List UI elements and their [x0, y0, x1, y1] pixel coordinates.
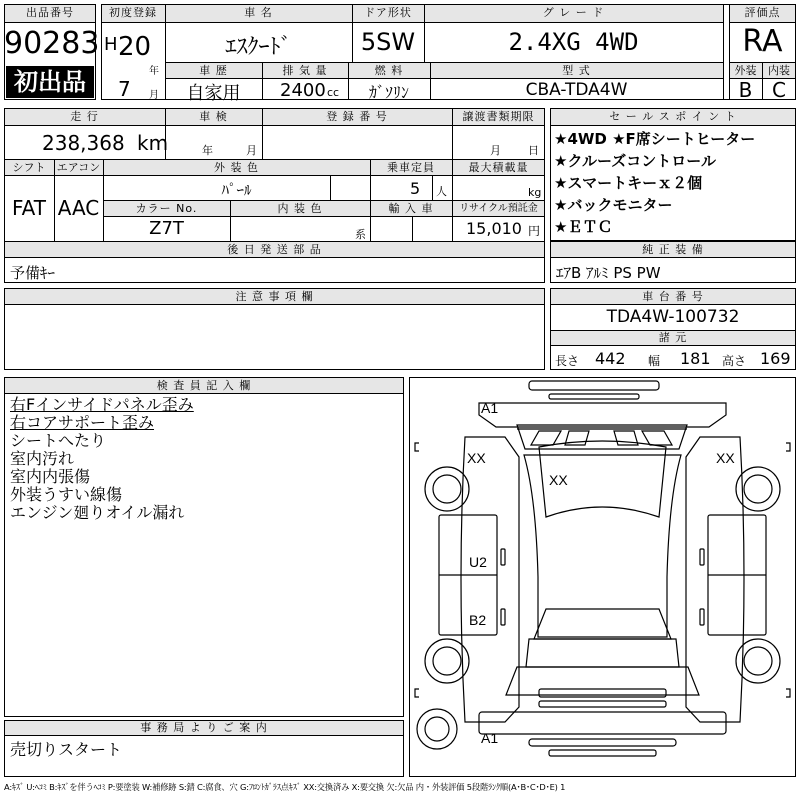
mark-xx-left: XX	[467, 450, 486, 466]
caution-label: 注 意 事 項 欄	[235, 290, 314, 303]
first-reg-year: 20	[118, 32, 152, 62]
exterior-color-label: 外 装 色	[214, 161, 259, 174]
score-label: 評価点	[744, 6, 781, 19]
sales-point: ★クルーズコントロール	[554, 152, 716, 170]
transfer-day-unit: 日	[528, 144, 539, 157]
inspector-note: 右コアサポート歪み	[10, 413, 155, 432]
inspector-note: シートへたり	[10, 431, 107, 450]
interior-label: 内装	[768, 64, 790, 77]
inspector-note: 外装うすい線傷	[10, 485, 123, 504]
first-listing-badge: 初出品	[6, 66, 94, 98]
registration-label: 登 録 番 号	[326, 110, 388, 123]
inspector-note: 右Fインサイドパネル歪み	[10, 395, 194, 414]
interior-color-label: 内 装 色	[277, 202, 323, 215]
office-label: 事 務 局 よ り ご 案 内	[140, 721, 268, 734]
mark-b2: B2	[469, 612, 487, 628]
inspector-notes	[10, 396, 400, 522]
displacement-unit: cc	[327, 86, 340, 99]
first-reg-month: 7	[118, 77, 131, 101]
width: 181	[680, 349, 711, 368]
sales-point: ★スマートキーｘ２個	[554, 174, 703, 192]
chassis-number: TDA4W-100732	[606, 307, 740, 327]
legend: A:ｷｽﾞ U:ﾍｺﾐ B:ｷｽﾞを伴うﾍｺﾐ P:要塗装 W:補修跡 S:錆 C:腐食、穴 G:ﾌﾛﾝﾄｶﾞﾗｽ点ｷｽﾞ XX:交換済み X:要交換 欠:欠品 内・外装評価 5段階ﾗﾝｸ順(A･B･C･D･E) 1	[4, 782, 566, 792]
year-unit: 年	[149, 66, 159, 77]
mark-u2: U2	[469, 554, 487, 570]
model: CBA-TDA4W	[525, 80, 628, 100]
later-parts-label: 後 日 発 送 部 品	[227, 243, 322, 256]
sales-point: ★ＥＴＣ	[554, 218, 613, 236]
later-parts: 予備ｷｰ	[10, 264, 56, 282]
lot-number: 90283	[4, 26, 100, 61]
interior-color-unit: 系	[355, 228, 366, 241]
month-unit: 月	[149, 90, 159, 101]
capacity-unit: 人	[436, 185, 447, 198]
shift-label: シフト	[12, 161, 46, 174]
inspection-year-unit: 年	[202, 144, 213, 157]
mark-a1-bottom: A1	[481, 730, 499, 746]
ac: AAC	[57, 196, 100, 220]
mileage-label: 走 行	[70, 110, 99, 123]
history: 自家用	[186, 83, 241, 104]
door-label: ドア形状	[364, 6, 412, 19]
inspection-month-unit: 月	[246, 144, 257, 157]
damage-marks	[467, 400, 735, 746]
length-label: 長さ	[555, 354, 580, 368]
mileage-unit: km	[137, 131, 169, 155]
sales-points-list	[554, 128, 794, 238]
load-unit: kg	[528, 186, 542, 199]
car-name: ｴｽｸｰﾄﾞ	[225, 35, 292, 60]
era: H	[104, 34, 118, 55]
capacity-label: 乗車定員	[387, 161, 435, 174]
inspector-note: 室内汚れ	[10, 449, 75, 468]
transfer-label: 譲渡書類期限	[462, 110, 535, 123]
recycle-label: リサイクル預託金	[459, 203, 538, 214]
grade-label: グ レ ー ド	[542, 6, 605, 19]
height: 169	[760, 349, 791, 368]
exterior-label: 外装	[734, 64, 757, 77]
length: 442	[595, 349, 626, 368]
mark-xx-center: XX	[549, 472, 568, 488]
inspector-label: 検 査 員 記 入 欄	[156, 379, 252, 392]
import-label: 輸 入 車	[388, 202, 434, 215]
equipment-label: 純 正 装 備	[642, 243, 704, 256]
lot-label: 出品番号	[26, 6, 74, 19]
chassis-label: 車 台 番 号	[642, 290, 704, 303]
sales-point: ★4WD ★F席シートヒーター	[554, 130, 756, 148]
recycle-fee: 15,010	[466, 219, 522, 238]
transfer-month-unit: 月	[490, 144, 501, 157]
model-label: 型 式	[562, 64, 591, 77]
office-notice: 売切りスタート	[10, 740, 123, 759]
capacity: 5	[410, 179, 421, 198]
sales-point: ★バックモニター	[554, 196, 673, 214]
load-label: 最大積載量	[468, 161, 529, 174]
door-type: 5SW	[360, 28, 416, 56]
history-label: 車 歴	[199, 64, 228, 77]
sales-points-label: セ ー ル ス ポ イ ン ト	[609, 110, 737, 123]
car-name-label: 車 名	[244, 6, 273, 19]
interior-score: C	[772, 78, 786, 102]
exterior-color: ﾊﾟｰﾙ	[221, 181, 252, 199]
fuel-label: 燃 料	[374, 64, 404, 77]
displacement-label: 排 気 量	[282, 64, 328, 77]
shift: FAT	[11, 196, 46, 220]
exterior-score: B	[738, 78, 753, 102]
mark-a1-top: A1	[481, 400, 499, 416]
mark-xx-right: XX	[716, 450, 735, 466]
inspection-label: 車 検	[199, 110, 228, 123]
score: RA	[742, 24, 783, 59]
equipment: ｴｱB ｱﾙﾐ PS PW	[556, 264, 661, 282]
first-reg-label: 初度登録	[109, 6, 157, 19]
displacement: 2400	[280, 80, 326, 101]
ac-label: エアコン	[56, 161, 101, 174]
width-label: 幅	[648, 354, 661, 368]
color-no: Z7T	[149, 218, 184, 239]
height-label: 高さ	[722, 354, 747, 368]
grade: 2.4XG 4WD	[508, 28, 639, 56]
inspector-note: エンジン廻りオイル漏れ	[10, 503, 185, 522]
fuel: ｶﾞｿﾘﾝ	[368, 83, 409, 102]
recycle-unit: 円	[528, 224, 541, 238]
inspector-note: 室内内張傷	[10, 467, 91, 486]
color-no-label: カラー No.	[135, 202, 198, 215]
car-diagram	[409, 377, 796, 777]
dims-label: 諸 元	[658, 331, 688, 344]
mileage: 238,368	[42, 131, 125, 155]
